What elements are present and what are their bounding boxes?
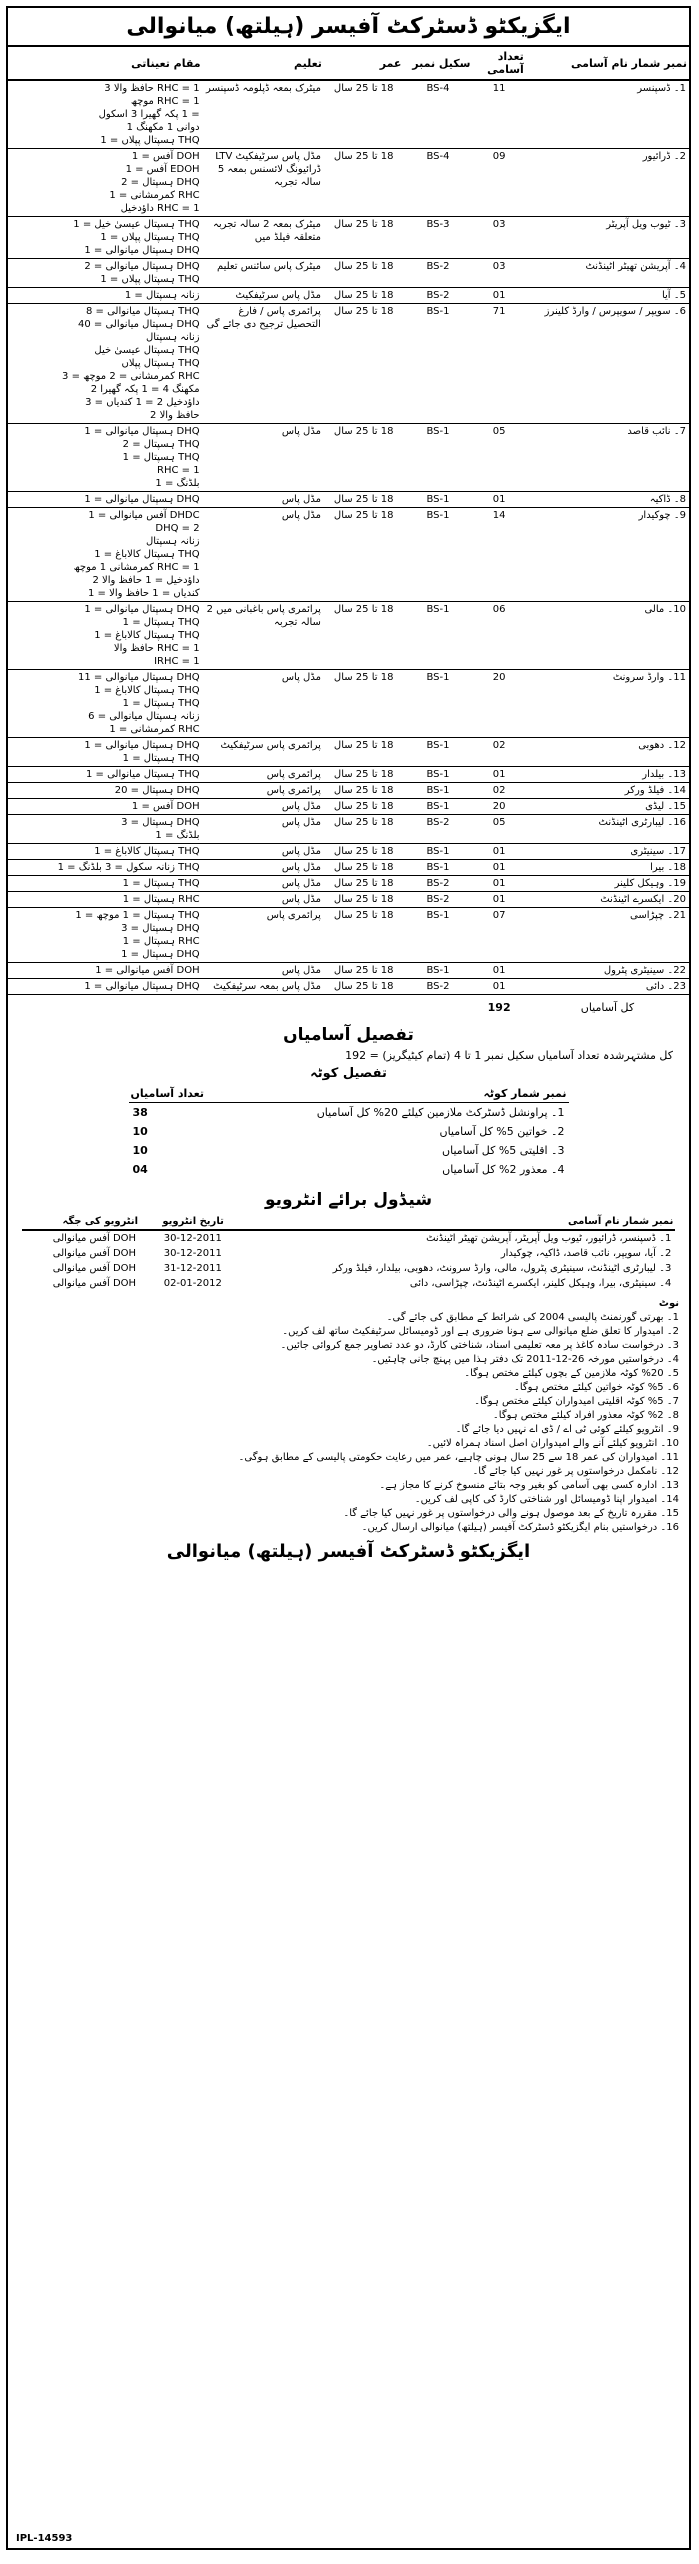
post-name: 9۔ چوکیدار [526,508,689,602]
header-location: مقام تعیناتی [8,46,203,80]
quota-row [129,1160,569,1179]
total-value: 192 [487,1001,511,1014]
schedule-date: 30-12-2011 [163,1248,222,1259]
location-line: RHC کمرمشانی = 1 [109,190,200,201]
post-count: 01 [472,767,525,783]
location-line: کندیاں = 1 حافظ والا = 1 [88,588,200,599]
table-row [8,670,689,738]
location-line: DHQ ہسپتال میانوالی = 1 [84,740,200,751]
table-row [8,304,689,424]
post-scale: BS-2 [403,288,472,304]
location-line: THQ ہسپتال پپلاں = 1 [100,135,200,146]
post-count: 01 [472,288,525,304]
post-count: 07 [472,908,525,963]
quota-label: 2۔ خواتین 5% کل آسامیاں [439,1125,565,1138]
post-education: مڈل پاس [203,508,324,602]
post-scale: BS-2 [403,876,472,892]
post-locations [8,304,203,424]
schedule-place: DOH آفس میانوالی [52,1278,137,1289]
schedule-table [22,1214,676,1291]
post-locations [8,217,203,259]
post-locations [8,670,203,738]
post-scale: BS-1 [403,799,472,815]
post-locations [8,844,203,860]
location-line: DOH آفس = 1 [131,801,200,812]
quota-value: 38 [132,1106,148,1119]
details-title: تفصیل آسامیاں [283,1025,414,1045]
table-row [8,288,689,304]
location-line: RHC = 1 [157,465,200,476]
post-count: 03 [472,217,525,259]
quota-row [129,1141,569,1160]
schedule-place: DOH آفس میانوالی [52,1263,137,1274]
post-age: 18 تا 25 سال [324,979,404,995]
location-line: دوانی 1 مکھنگ 1 [126,122,200,133]
post-name: 23۔ دائی [526,979,689,995]
post-scale: BS-1 [403,602,472,670]
quota-row [129,1122,569,1141]
post-education: پرائمری پاس [203,783,324,799]
location-line: DHQ = 2 [155,523,200,534]
schedule-header-date: تاریخ انٹرویو [140,1214,226,1230]
post-education: مڈل پاس [203,492,324,508]
table-row [8,424,689,492]
post-count: 01 [472,876,525,892]
location-line: RHC کمرمشانی = 1 [109,724,200,735]
post-scale: BS-1 [403,844,472,860]
post-education: مڈل پاس بمعہ سرٹیفکیٹ [203,979,324,995]
post-count: 01 [472,963,525,979]
table-row [8,860,689,876]
post-education: مڈل پاس [203,815,324,844]
post-education: مڈل پاس [203,844,324,860]
note-item: 15۔ مقررہ تاریخ کے بعد موصول ہونے والی درخواستوں پر غور نہیں کیا جائے گا۔ [343,1508,679,1519]
post-name: 20۔ ایکسرے اٹینڈنٹ [526,892,689,908]
quota-header-label: نمبر شمار کوٹہ [231,1085,569,1103]
post-count: 06 [472,602,525,670]
location-line: DHQ ہسپتال = 3 [121,817,200,828]
location-line: IRHC = 1 [154,656,200,667]
location-line: DOH آفس = 1 [131,151,200,162]
post-scale: BS-1 [403,670,472,738]
schedule-title: شیڈول برائے انٹرویو [264,1190,433,1210]
post-scale: BS-1 [403,860,472,876]
location-line: THQ ہسپتال پپلاں [121,358,200,369]
location-line: THQ ہسپتال عیسیٰ خیل = 1 [73,219,200,230]
post-age: 18 تا 25 سال [324,908,404,963]
post-name: 12۔ دھوبی [526,738,689,767]
quota-value: 10 [132,1144,148,1157]
location-line: EDOH آفس = 1 [125,164,200,175]
location-line: داؤدخیل = 1 حافظ والا 2 [92,575,200,586]
post-locations [8,259,203,288]
post-locations [8,979,203,995]
location-line: THQ ہسپتال میانوالی = 8 [85,306,200,317]
table-row [8,80,689,149]
location-line: مکھنگ 4 = 1 پکہ گھیرا 2 [90,384,200,395]
location-line: THQ ہسپتال = 1 [122,617,200,628]
quota-row [129,1103,569,1123]
post-education: مڈل پاس [203,670,324,738]
total-label: کل آسامیاں [580,1001,635,1014]
post-locations [8,963,203,979]
post-scale: BS-2 [403,259,472,288]
post-education: مڈل پاس [203,860,324,876]
post-age: 18 تا 25 سال [324,892,404,908]
post-education: مڈل پاس سرٹیفکیٹ LTV ڈرائیونگ لائسنس بمعہ 5 سالہ تجربہ [203,149,324,217]
schedule-post: 3۔ لیبارٹری اٹینڈنٹ، سینیٹری پٹرول، مالی، وارڈ سرونٹ، دھوبی، بیلدار، فیلڈ ورکر [332,1263,672,1274]
location-line: THQ ہسپتال میانوالی = 1 [85,769,200,780]
location-line: THQ ہسپتال پپلاں = 1 [100,232,200,243]
location-line: DHQ ہسپتال = 3 [121,923,200,934]
post-age: 18 تا 25 سال [324,670,404,738]
post-name: 19۔ وہیکل کلینر [526,876,689,892]
post-education: مڈل پاس [203,424,324,492]
note-item: 2۔ امیدوار کا تعلق ضلع میانوالی سے ہونا ضروری ہے اور ڈومیسائل سرٹیفکیٹ ساتھ لف کریں۔ [282,1326,679,1337]
table-row [8,492,689,508]
post-count: 02 [472,738,525,767]
post-scale: BS-1 [403,508,472,602]
note-item: 4۔ درخواستیں مورخہ 26-12-2011 تک دفتر ہذا میں پہنچ جانی چاہئیں۔ [371,1354,679,1365]
location-line: DHQ ہسپتال = 2 [121,177,200,188]
details-line: کل مشتہرشدہ تعداد آسامیاں سکیل نمبر 1 تا 4 (تمام کیٹیگریز) = 192 [345,1049,673,1062]
note-item: 3۔ درخواست سادہ کاغذ پر معہ تعلیمی اسناد، شناختی کارڈ، دو عدد تصاویر جمع کروائی جائیں۔ [280,1340,679,1351]
location-line: THQ ہسپتال پپلاں = 1 [100,274,200,285]
post-age: 18 تا 25 سال [324,149,404,217]
table-row [8,783,689,799]
post-age: 18 تا 25 سال [324,259,404,288]
post-age: 18 تا 25 سال [324,424,404,492]
location-line: زنانہ ہسپتال [145,332,200,343]
advertisement-page [6,6,691,2550]
schedule-post: 2۔ آیا، سویپر، نائب قاصد، ڈاکیہ، چوکیدار [500,1248,672,1259]
location-line: زنانہ ہسپتال = 1 [124,290,200,301]
post-age: 18 تا 25 سال [324,492,404,508]
note-item: 16۔ درخواستیں بنام ایگزیکٹو ڈسٹرکٹ آفیسر (ہیلتھ) میانوالی ارسال کریں۔ [361,1522,679,1533]
post-age: 18 تا 25 سال [324,217,404,259]
post-education: پرائمری پاس / فارغ التحصیل ترجیح دی جائے گی [203,304,324,424]
post-count: 01 [472,979,525,995]
note-item: 12۔ نامکمل درخواستوں پر غور نہیں کیا جائے گا۔ [472,1466,679,1477]
post-count: 05 [472,815,525,844]
location-line: DHQ ہسپتال میانوالی = 2 [84,261,200,272]
table-row [8,876,689,892]
post-education: پرائمری پاس باغبانی میں 2 سالہ تجربہ [203,602,324,670]
location-line: = 1 پکہ گھیرا 3 اسکول [98,109,200,120]
header-post: نمبر شمار نام آسامی [526,46,689,80]
post-education: میٹرک بمعہ 2 سالہ تجربہ متعلقہ فیلڈ میں [203,217,324,259]
post-education: پرائمری پاس [203,908,324,963]
post-name: 11۔ وارڈ سرونٹ [526,670,689,738]
location-line: THQ ہسپتال کالاباغ = 1 [94,846,200,857]
location-line: RHC کمرمشانی = 2 موچھ = 3 [62,371,200,382]
header-count: تعداد آسامی [472,46,525,80]
table-row [8,217,689,259]
post-age: 18 تا 25 سال [324,602,404,670]
post-count: 71 [472,304,525,424]
note-item: 11۔ امیدواران کی عمر 18 سے 25 سال ہونی چاہیے، عمر میں رعایت حکومتی پالیسی کے مطابق ہوگی۔ [238,1452,679,1463]
post-age: 18 تا 25 سال [324,963,404,979]
location-line: THQ ہسپتال = 1 [122,452,200,463]
post-scale: BS-4 [403,149,472,217]
post-locations [8,508,203,602]
post-name: 18۔ بیرا [526,860,689,876]
note-item: 9۔ انٹرویو کیلئے کوئی ٹی اے / ڈی اے نہیں دیا جائے گا۔ [455,1424,679,1435]
quota-label: 4۔ معذور 2% کل آسامیاں [442,1163,565,1176]
post-locations [8,783,203,799]
notes-heading: نوٹ [658,1298,679,1309]
post-name: 16۔ لیبارٹری اٹینڈنٹ [526,815,689,844]
posts-table [8,45,689,1015]
location-line: DOH آفس میانوالی = 1 [95,965,200,976]
schedule-place: DOH آفس میانوالی [52,1233,137,1244]
post-education: پرائمری پاس سرٹیفکیٹ [203,738,324,767]
location-line: RHC = 1 حافظ والا [113,643,200,654]
quota-label: 3۔ اقلیتی 5% کل آسامیاں [442,1144,565,1157]
location-line: RHC = 1 کمرمشانی 1 موچھ [73,562,200,573]
schedule-row [22,1230,676,1246]
post-scale: BS-1 [403,908,472,963]
location-line: THQ ہسپتال = 1 [122,698,200,709]
table-row [8,738,689,767]
post-scale: BS-3 [403,217,472,259]
post-name: 17۔ سینیٹری [526,844,689,860]
schedule-date: 02-01-2012 [163,1278,222,1289]
header-scale: سکیل نمبر [403,46,472,80]
total-row [8,995,689,1016]
note-item: 14۔ امیدوار اپنا ڈومیسائل اور شناختی کارڈ کی کاپی لف کریں۔ [414,1494,679,1505]
table-row [8,844,689,860]
location-line: DHQ ہسپتال میانوالی = 1 [84,245,200,256]
post-education: مڈل پاس [203,963,324,979]
post-age: 18 تا 25 سال [324,288,404,304]
location-line: RHC = 1 موچھ [130,96,200,107]
post-scale: BS-1 [403,963,472,979]
location-line: THQ ہسپتال = 1 [122,878,200,889]
post-locations [8,424,203,492]
post-name: 13۔ بیلدار [526,767,689,783]
post-education: مڈل پاس سرٹیفکیٹ [203,288,324,304]
location-line: DHDC آفس میانوالی = 1 [88,510,200,521]
quota-title: تفصیل کوٹہ [310,1066,387,1081]
post-scale: BS-1 [403,767,472,783]
post-count: 01 [472,860,525,876]
post-count: 01 [472,492,525,508]
post-education: میٹرک پاس سائنس تعلیم [203,259,324,288]
post-name: 6۔ سویپر / سویپرس / وارڈ کلینرز [526,304,689,424]
quota-value: 04 [132,1163,148,1176]
note-item: 5۔ 20% کوٹہ ملازمین کے بچوں کیلئے مختص ہوگا۔ [464,1368,679,1379]
location-line: RHC ہسپتال = 1 [122,894,200,905]
post-education: مڈل پاس [203,799,324,815]
post-locations [8,492,203,508]
location-line: THQ ہسپتال کالاباغ = 1 [94,630,200,641]
post-name: 1۔ ڈسپنسر [526,80,689,149]
post-age: 18 تا 25 سال [324,80,404,149]
post-count: 14 [472,508,525,602]
table-row [8,892,689,908]
schedule-post: 4۔ سینیٹری، بیرا، وہیکل کلینر، ایکسرے اٹینڈنٹ، چپڑاسی، دائی [409,1278,672,1289]
notes-section [8,1295,689,1537]
post-name: 8۔ ڈاکیہ [526,492,689,508]
post-locations [8,876,203,892]
post-name: 2۔ ڈرائیور [526,149,689,217]
post-age: 18 تا 25 سال [324,844,404,860]
location-line: بلڈنگ = 1 [155,478,200,489]
post-education: پرائمری پاس [203,767,324,783]
location-line: DHQ ہسپتال میانوالی = 40 [78,319,200,330]
post-count: 20 [472,670,525,738]
post-locations [8,738,203,767]
header-age: عمر [324,46,404,80]
location-line: زنانہ ہسپتال میانوالی = 6 [88,711,200,722]
note-item: 7۔ 5% کوٹہ اقلیتی امیدواران کیلئے مختص ہوگا۔ [474,1396,679,1407]
location-line: حافظ والا 2 [150,410,200,421]
note-item: 8۔ 2% کوٹہ معذور افراد کیلئے مختص ہوگا۔ [492,1410,679,1421]
post-age: 18 تا 25 سال [324,860,404,876]
location-line: THQ ہسپتال کالاباغ = 1 [94,549,200,560]
post-locations [8,149,203,217]
post-name: 10۔ مالی [526,602,689,670]
table-row [8,799,689,815]
post-name: 5۔ آیا [526,288,689,304]
quota-label: 1۔ پراونشل ڈسٹرکٹ ملازمین کیلئے 20% کل آسامیاں [316,1106,565,1119]
post-count: 20 [472,799,525,815]
quota-header-value: تعداد آسامیاں [129,1085,231,1103]
post-name: 21۔ چپڑاسی [526,908,689,963]
location-line: THQ ہسپتال = 1 [122,753,200,764]
post-age: 18 تا 25 سال [324,799,404,815]
post-name: 7۔ نائب قاصد [526,424,689,492]
table-row [8,979,689,995]
post-count: 03 [472,259,525,288]
table-row [8,149,689,217]
location-line: DHQ ہسپتال میانوالی = 11 [78,672,200,683]
location-line: THQ ہسپتال عیسیٰ خیل [94,345,200,356]
table-row [8,508,689,602]
location-line: DHQ ہسپتال میانوالی = 1 [84,604,200,615]
page-title: ایگزیکٹو ڈسٹرکٹ آفیسر (ہیلتھ) میانوالی [126,14,571,39]
post-education: میٹرک بمعہ ڈپلومہ ڈسپنسر [203,80,324,149]
post-name: 15۔ لیڈی [526,799,689,815]
table-row [8,259,689,288]
post-age: 18 تا 25 سال [324,304,404,424]
schedule-post: 1۔ ڈسپنسر، ڈرائیور، ٹیوب ویل آپریٹر، آپریشن تھیٹر اٹینڈنٹ [426,1233,672,1244]
note-item: 6۔ 5% کوٹہ خواتین کیلئے مختص ہوگا۔ [513,1382,679,1393]
location-line: DHQ ہسپتال میانوالی = 1 [84,494,200,505]
post-scale: BS-1 [403,424,472,492]
post-name: 22۔ سینیٹری پٹرول [526,963,689,979]
schedule-row [22,1276,676,1291]
post-scale: BS-1 [403,738,472,767]
quota-value: 10 [132,1125,148,1138]
table-row [8,767,689,783]
schedule-date: 31-12-2011 [163,1263,222,1274]
post-age: 18 تا 25 سال [324,508,404,602]
post-scale: BS-1 [403,304,472,424]
location-line: THQ ہسپتال کالاباغ = 1 [94,685,200,696]
post-count: 01 [472,844,525,860]
post-scale: BS-4 [403,80,472,149]
location-line: DHQ ہسپتال میانوالی = 1 [84,426,200,437]
location-line: داؤدخیل 2 = 1 کندیاں = 3 [85,397,200,408]
post-name: 14۔ فیلڈ ورکر [526,783,689,799]
table-row [8,815,689,844]
header-education: تعلیم [203,46,324,80]
post-locations [8,799,203,815]
post-scale: BS-1 [403,492,472,508]
schedule-header-post: نمبر شمار نام آسامی [226,1214,676,1230]
posts-table-body [8,80,689,995]
quota-table [129,1085,569,1179]
location-line: RHC ہسپتال = 1 [122,936,200,947]
note-item: 1۔ بھرتی گورنمنٹ پالیسی 2004 کی شرائط کے مطابق کی جائے گی۔ [386,1312,679,1323]
post-count: 11 [472,80,525,149]
location-line: بلڈنگ = 1 [155,830,200,841]
schedule-place: DOH آفس میانوالی [52,1248,137,1259]
posts-table-header [8,46,689,80]
post-count: 05 [472,424,525,492]
schedule-row [22,1246,676,1261]
post-scale: BS-2 [403,815,472,844]
post-education: مڈل پاس [203,876,324,892]
post-scale: BS-2 [403,892,472,908]
schedule-date: 30-12-2011 [163,1233,222,1244]
location-line: THQ ہسپتال = 2 [122,439,200,450]
location-line: RHC = 1 داؤدخیل [120,203,200,214]
location-line: RHC = 1 حافظ والا 3 [104,83,200,94]
post-locations [8,908,203,963]
post-locations [8,767,203,783]
post-name: 3۔ ٹیوب ویل آپریٹر [526,217,689,259]
post-age: 18 تا 25 سال [324,876,404,892]
post-locations [8,602,203,670]
post-count: 02 [472,783,525,799]
table-row [8,602,689,670]
post-education: مڈل پاس [203,892,324,908]
post-count: 01 [472,892,525,908]
post-locations [8,892,203,908]
post-scale: BS-1 [403,783,472,799]
post-age: 18 تا 25 سال [324,738,404,767]
ipl-code: IPL-14593 [16,2533,73,2544]
location-line: DHQ ہسپتال میانوالی = 1 [84,981,200,992]
location-line: DHQ ہسپتال = 1 [121,949,200,960]
table-row [8,963,689,979]
footer-signature: ایگزیکٹو ڈسٹرکٹ آفیسر (ہیلتھ) میانوالی [166,1541,531,1562]
schedule-row [22,1261,676,1276]
location-line: THQ زنانہ سکول = 3 بلڈنگ = 1 [57,862,200,873]
post-name: 4۔ آپریشن تھیٹر اٹینڈنٹ [526,259,689,288]
location-line: THQ ہسپتال = 1 موچھ = 1 [75,910,200,921]
post-locations [8,860,203,876]
post-count: 09 [472,149,525,217]
location-line: DHQ ہسپتال = 20 [114,785,200,796]
post-age: 18 تا 25 سال [324,767,404,783]
post-locations [8,80,203,149]
post-locations [8,288,203,304]
note-item: 13۔ ادارہ کسی بھی آسامی کو بغیر وجہ بتائے منسوخ کرنے کا مجاز ہے۔ [379,1480,679,1491]
location-line: زنانہ ہسپتال [145,536,200,547]
table-row [8,908,689,963]
post-scale: BS-2 [403,979,472,995]
post-locations [8,815,203,844]
post-age: 18 تا 25 سال [324,783,404,799]
post-age: 18 تا 25 سال [324,815,404,844]
schedule-header-place: انٹرویو کی جگہ [22,1214,140,1230]
note-item: 10۔ انٹرویو کیلئے آنے والے امیدواران اصل اسناد ہمراہ لائیں۔ [426,1438,679,1449]
